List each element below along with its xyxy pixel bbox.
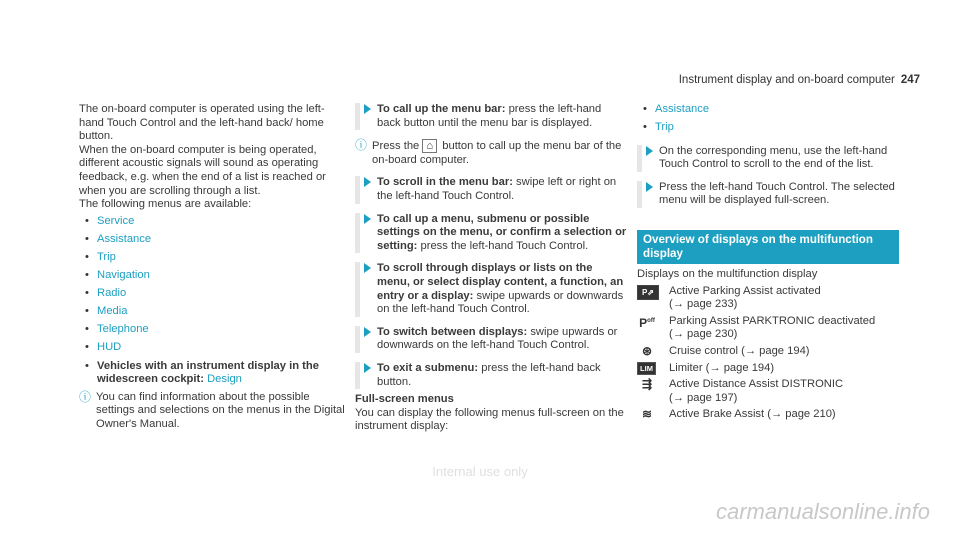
step-heading: To scroll in the menu bar: — [377, 176, 513, 189]
distronic-icon: ⇶ — [641, 377, 653, 392]
symbol-row — [637, 362, 899, 376]
symbol-text: Active Brake Assist (→ page 210) — [669, 408, 836, 421]
menu-link-design[interactable]: Design — [207, 373, 242, 386]
home-icon: ⌂ — [422, 139, 437, 153]
step-heading: To call up a menu, submenu or possible settings on the menu, or confirm a selection or setting: — [377, 212, 627, 252]
info-icon: ⓘ — [79, 389, 92, 404]
symbol-text: Parking Assist PARKTRONIC deactivated — [669, 314, 876, 327]
menu-link-trip[interactable]: Trip — [97, 250, 116, 263]
menu-link-service[interactable]: Service — [97, 214, 135, 227]
step-arrow-icon — [364, 177, 371, 187]
symbol-text: Cruise control (→ page 194) — [669, 345, 810, 358]
symbol-row — [637, 315, 899, 342]
step-arrow-icon — [364, 363, 371, 373]
parktronic-off-icon: $P^{off}$ — [639, 315, 655, 330]
intro-paragraph-3: The following menus are available: — [79, 198, 252, 211]
symbol-row — [637, 378, 899, 405]
menu-link-assistance[interactable]: Assistance — [655, 103, 710, 115]
displays-intro: Displays on the multifunction display — [637, 268, 818, 281]
home-note — [355, 139, 627, 167]
step-text: press the left-hand Touch Control. — [417, 239, 589, 252]
section-title: Overview of displays on the multifunction display — [643, 233, 873, 261]
full-screen-menu-list — [637, 103, 899, 135]
note-text-pre: Press the — [372, 140, 423, 153]
step-text: swipe upwards or downwards on the left-hand Touch Control. — [377, 325, 618, 352]
menu-link-radio[interactable]: Radio — [97, 287, 127, 300]
column-middle — [355, 103, 627, 434]
symbol-text: Limiter (→ page 194) — [669, 361, 775, 374]
step-text: On the corresponding menu, use the left-hand Touch Control to scroll to the end of the list. — [659, 144, 888, 171]
full-screen-heading: Full-screen menus — [355, 393, 454, 406]
note-text: You can find information about the possible settings and selections on the menus in the Digital Owner's Manual. — [96, 390, 345, 430]
step-switch-displays — [355, 326, 627, 353]
column-right — [637, 103, 899, 422]
symbol-row — [637, 408, 899, 422]
step-scroll-displays — [355, 262, 627, 316]
step-text: press the left-hand back button. — [377, 361, 601, 388]
brake-assist-off-icon: ≋ — [641, 407, 653, 422]
internal-use-footer: Internal use only — [432, 464, 528, 479]
step-arrow-icon — [646, 146, 653, 156]
symbol-row — [637, 285, 899, 312]
symbol-ref: (→ page 230) — [669, 328, 738, 341]
step-text: press the left-hand back button until the menu bar is displayed. — [377, 103, 602, 129]
menu-link-telephone[interactable]: Telephone — [97, 323, 149, 336]
step-heading: To switch between displays: — [377, 325, 528, 338]
site-watermark: carmanualsonline.info — [715, 499, 930, 525]
step-call-menu-bar — [355, 103, 627, 130]
header-title: Instrument display and on-board computer — [678, 74, 895, 86]
intro-paragraph-2: When the on-board computer is being operated, different acoustic signals will sound as operating feedback, e.g. when the end of a list is reached or when you are scrolling through a list. — [79, 143, 326, 197]
menu-link-trip[interactable]: Trip — [655, 121, 674, 134]
step-text: Press the left-hand Touch Control. The selected menu will be displayed full-screen. — [659, 180, 895, 207]
intro-paragraph-1: The on-board computer is operated using the left-hand Touch Control and the left-hand back/ home button. — [79, 103, 325, 143]
cruise-control-icon: ⊛ — [641, 344, 653, 359]
step-arrow-icon — [364, 263, 371, 273]
step-press-touch-control — [637, 181, 899, 208]
info-icon: ⓘ — [355, 138, 368, 153]
menu-list — [79, 215, 345, 387]
step-text: swipe left or right on the left-hand Touch Control. — [377, 176, 617, 202]
symbol-ref: (→ page 233) — [669, 298, 738, 311]
symbol-text: Active Parking Assist activated — [669, 284, 821, 297]
full-screen-text: You can display the following menus full-screen on the instrument display: — [355, 406, 624, 433]
step-scroll-menu-bar — [355, 176, 627, 203]
step-exit-submenu — [355, 362, 627, 389]
symbol-row — [637, 345, 899, 359]
note-text-post: button to call up the menu bar of the on-board computer. — [372, 140, 622, 166]
step-arrow-icon — [646, 182, 653, 192]
widescreen-label: Vehicles with an instrument display in the widescreen cockpit: — [97, 359, 319, 386]
section-heading — [637, 230, 899, 264]
symbol-text: Active Distance Assist DISTRONIC — [669, 378, 844, 391]
symbol-ref: (→ page 197) — [669, 391, 738, 404]
step-heading: To scroll through displays or lists on the menu, or select display content, a function, an entry or a display: — [377, 262, 624, 302]
info-note — [79, 391, 345, 432]
step-text: swipe upwards or downwards on the left-hand Touch Control. — [377, 289, 624, 316]
menu-link-media[interactable]: Media — [97, 305, 128, 318]
step-arrow-icon — [364, 214, 371, 224]
step-scroll-to-end — [637, 145, 899, 172]
step-arrow-icon — [364, 327, 371, 337]
step-arrow-icon — [364, 104, 371, 114]
menu-link-assistance[interactable]: Assistance — [97, 232, 152, 245]
page-header — [679, 74, 920, 88]
menu-link-hud[interactable]: HUD — [97, 341, 122, 354]
parking-assist-icon: P⇗ — [637, 285, 659, 300]
step-heading: To exit a submenu: — [377, 361, 479, 374]
column-left — [79, 103, 345, 431]
page-number: 247 — [900, 74, 920, 86]
limiter-icon: LIM — [637, 362, 656, 375]
step-heading: To call up the menu bar: — [377, 103, 506, 115]
menu-link-navigation[interactable]: Navigation — [97, 269, 150, 282]
step-call-up-menu — [355, 213, 627, 254]
